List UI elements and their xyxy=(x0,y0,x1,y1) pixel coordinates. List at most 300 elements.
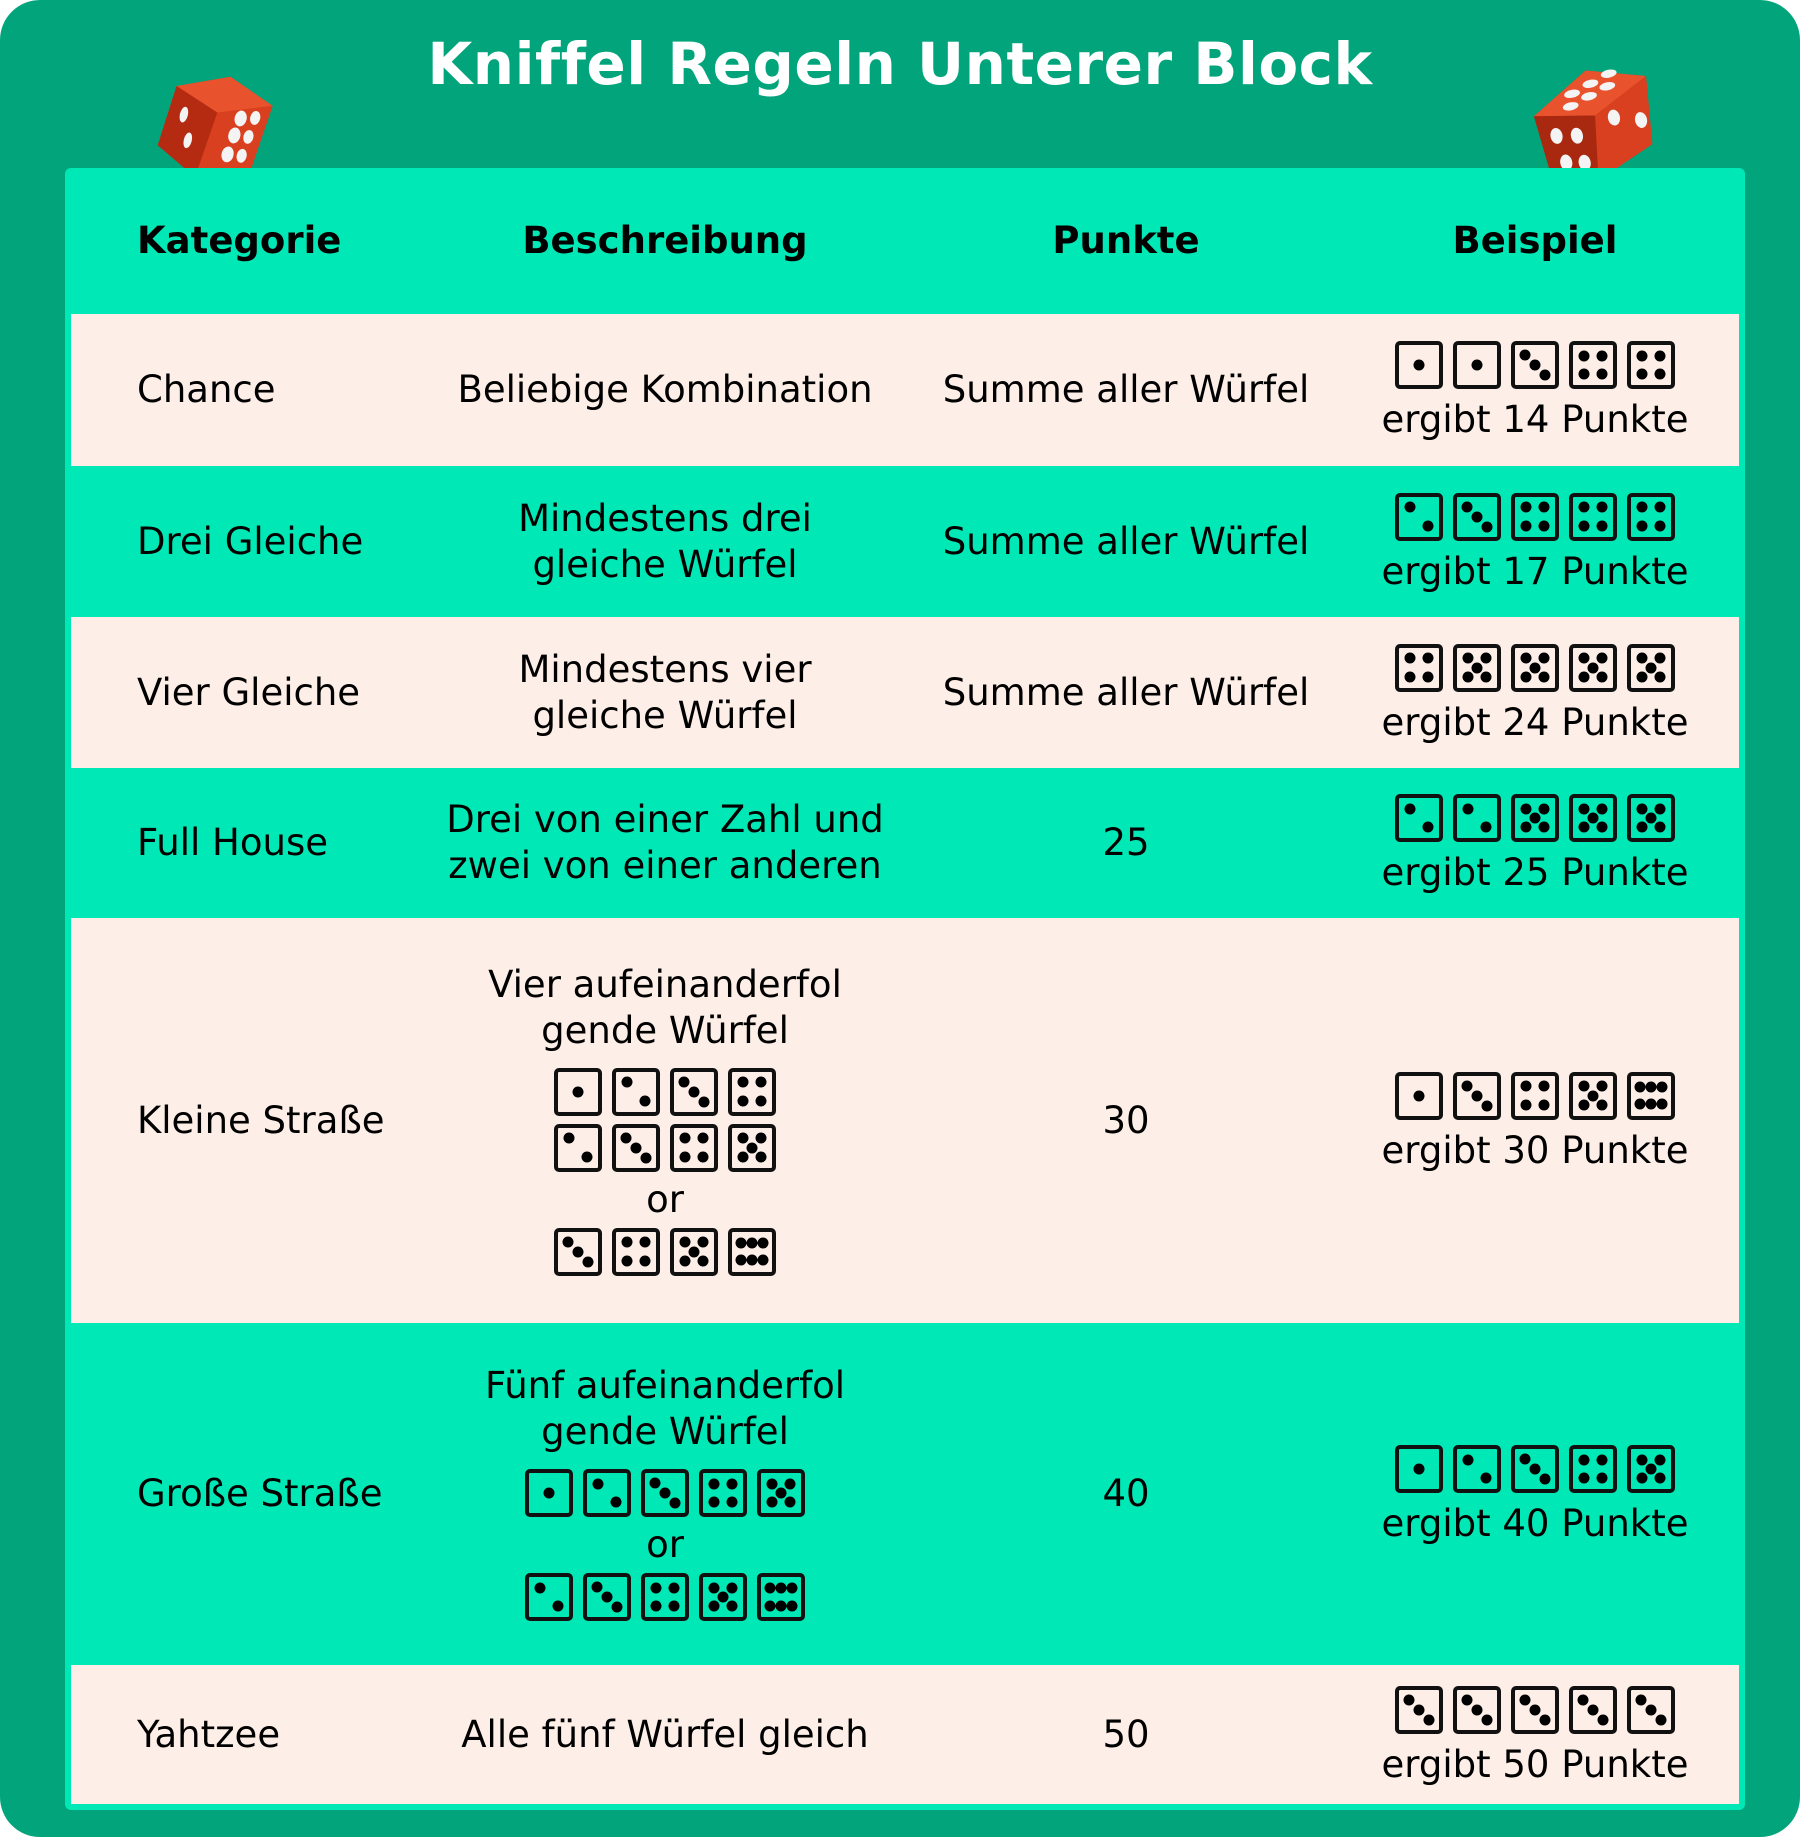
or-label: or xyxy=(646,1523,684,1566)
pip-icon xyxy=(1636,369,1647,380)
die-face-5-icon xyxy=(1569,1072,1617,1120)
pip-icon xyxy=(1578,520,1589,531)
pip-icon xyxy=(1540,370,1551,381)
header-punkte: Punkte xyxy=(1052,219,1200,262)
die-face-6-icon xyxy=(1627,1072,1675,1120)
pip-icon xyxy=(776,1600,787,1611)
pip-icon xyxy=(747,1237,758,1248)
die-face-5-icon xyxy=(1569,644,1617,692)
pip-icon xyxy=(670,1498,681,1509)
pip-icon xyxy=(1539,803,1550,814)
pip-icon xyxy=(1462,1694,1473,1705)
beschreibung-cell xyxy=(435,466,895,617)
pip-icon xyxy=(612,1602,623,1613)
pip-icon xyxy=(679,1255,690,1266)
pip-icon xyxy=(1588,1704,1599,1715)
die-face-3-icon xyxy=(1453,493,1501,541)
pip-icon xyxy=(708,1478,719,1489)
pip-icon xyxy=(621,1237,632,1248)
kategorie-cell xyxy=(137,768,437,918)
pip-icon xyxy=(592,1478,603,1489)
kategorie-label: Vier Gleiche xyxy=(137,670,361,714)
die-face-2-icon xyxy=(612,1068,660,1116)
pip-icon xyxy=(766,1478,777,1489)
beschreibung-cell xyxy=(435,1665,895,1804)
beschreibung-cell xyxy=(435,1323,895,1665)
pip-icon xyxy=(756,1151,767,1162)
sequence-dice-row xyxy=(554,1228,776,1276)
pip-icon xyxy=(650,1601,661,1612)
rules-table xyxy=(65,168,1745,1810)
punkte-value: Summe aller Würfel xyxy=(942,519,1310,563)
pip-icon xyxy=(785,1478,796,1489)
die-face-2-icon xyxy=(554,1124,602,1172)
pip-icon xyxy=(1404,502,1415,513)
pip-icon xyxy=(669,1582,680,1593)
pip-icon xyxy=(737,1095,748,1106)
table-row xyxy=(71,1665,1739,1804)
pip-icon xyxy=(1539,1081,1550,1092)
pip-icon xyxy=(785,1497,796,1508)
pip-icon xyxy=(1520,653,1531,664)
beispiel-cell xyxy=(1331,1323,1739,1665)
pip-icon xyxy=(1655,653,1666,664)
pip-icon xyxy=(699,1096,710,1107)
pip-icon xyxy=(764,1583,775,1594)
die-face-4-icon xyxy=(1627,493,1675,541)
pip-icon xyxy=(737,1077,748,1088)
pip-icon xyxy=(1530,813,1541,824)
die-face-3-icon xyxy=(641,1469,689,1517)
beispiel-cell xyxy=(1331,1665,1739,1804)
pip-icon xyxy=(1578,502,1589,513)
pip-icon xyxy=(1597,1454,1608,1465)
beschreibung-text: gende Würfel xyxy=(541,1008,789,1052)
pip-icon xyxy=(1423,653,1434,664)
die-face-5-icon xyxy=(757,1469,805,1517)
punkte-cell xyxy=(931,617,1321,768)
pip-icon xyxy=(1404,803,1415,814)
pip-icon xyxy=(1578,369,1589,380)
die-face-3-icon xyxy=(670,1068,718,1116)
pip-icon xyxy=(1655,1454,1666,1465)
beschreibung-text: gende Würfel xyxy=(541,1410,789,1453)
pip-icon xyxy=(1597,653,1608,664)
table-row xyxy=(71,918,1739,1323)
pip-icon xyxy=(1414,1090,1425,1101)
pip-icon xyxy=(727,1582,738,1593)
pip-icon xyxy=(1578,822,1589,833)
punkte-value: 30 xyxy=(1102,1098,1150,1142)
die-face-5-icon xyxy=(670,1228,718,1276)
pip-icon xyxy=(727,1497,738,1508)
pip-icon xyxy=(737,1133,748,1144)
die-face-3-icon xyxy=(1569,1686,1617,1734)
pip-icon xyxy=(650,1478,661,1489)
pip-icon xyxy=(1588,813,1599,824)
pip-icon xyxy=(689,1086,700,1097)
pip-icon xyxy=(1646,1081,1657,1092)
beispiel-text: ergibt 14 Punkte xyxy=(1381,398,1689,441)
pip-icon xyxy=(1655,671,1666,682)
die-face-4-icon xyxy=(1627,341,1675,389)
die-face-4-icon xyxy=(1569,493,1617,541)
pip-icon xyxy=(708,1601,719,1612)
die-face-3-icon xyxy=(1395,1686,1443,1734)
die-face-1-icon xyxy=(1453,341,1501,389)
die-face-4-icon xyxy=(1395,644,1443,692)
table-row xyxy=(71,1323,1739,1665)
die-face-5-icon xyxy=(1627,1445,1675,1493)
kategorie-cell xyxy=(137,918,437,1323)
pip-icon xyxy=(1530,662,1541,673)
die-face-3-icon xyxy=(554,1228,602,1276)
pip-icon xyxy=(1656,1714,1667,1725)
pip-icon xyxy=(1597,1473,1608,1484)
pip-icon xyxy=(756,1133,767,1144)
pip-icon xyxy=(1646,1099,1657,1110)
pip-icon xyxy=(747,1255,758,1266)
pip-icon xyxy=(1636,502,1647,513)
pip-icon xyxy=(1578,350,1589,361)
die-face-1-icon xyxy=(1395,1072,1443,1120)
pip-icon xyxy=(1646,1704,1657,1715)
pip-icon xyxy=(698,1255,709,1266)
table-row xyxy=(71,314,1739,466)
pip-icon xyxy=(1636,653,1647,664)
pip-icon xyxy=(1636,803,1647,814)
beschreibung-text: Drei von einer Zahl und xyxy=(446,798,884,841)
kategorie-label: Yahtzee xyxy=(137,1712,281,1756)
pip-icon xyxy=(679,1076,690,1087)
pip-icon xyxy=(787,1600,798,1611)
die-face-2-icon xyxy=(583,1469,631,1517)
pip-icon xyxy=(1636,1454,1647,1465)
pip-icon xyxy=(1414,1704,1425,1715)
pip-icon xyxy=(1540,1474,1551,1485)
pip-icon xyxy=(1520,350,1531,361)
pip-icon xyxy=(1597,520,1608,531)
die-face-5-icon xyxy=(699,1573,747,1621)
pip-icon xyxy=(1423,822,1434,833)
example-dice-row xyxy=(1395,1072,1675,1120)
pip-icon xyxy=(1597,822,1608,833)
pip-icon xyxy=(1657,1081,1668,1092)
pip-icon xyxy=(1646,662,1657,673)
pip-icon xyxy=(1597,671,1608,682)
pip-icon xyxy=(1520,1454,1531,1465)
pip-icon xyxy=(1578,1081,1589,1092)
punkte-cell xyxy=(931,314,1321,466)
pip-icon xyxy=(1655,1473,1666,1484)
beispiel-text: ergibt 25 Punkte xyxy=(1381,851,1689,894)
pip-icon xyxy=(1472,1704,1483,1715)
pip-icon xyxy=(1636,1473,1647,1484)
pip-icon xyxy=(1462,671,1473,682)
beschreibung-text: gleiche Würfel xyxy=(532,542,798,586)
kategorie-label: Full House xyxy=(137,821,328,864)
pip-icon xyxy=(640,1095,651,1106)
pip-icon xyxy=(1655,520,1666,531)
die-face-3-icon xyxy=(1511,341,1559,389)
pip-icon xyxy=(573,1246,584,1257)
pip-icon xyxy=(582,1151,593,1162)
beispiel-cell xyxy=(1331,314,1739,466)
die-face-4-icon xyxy=(641,1573,689,1621)
pip-icon xyxy=(1530,1704,1541,1715)
pip-icon xyxy=(1539,1099,1550,1110)
beispiel-text: ergibt 30 Punkte xyxy=(1381,1128,1689,1172)
pip-icon xyxy=(1520,1694,1531,1705)
pip-icon xyxy=(1597,803,1608,814)
pip-icon xyxy=(583,1256,594,1267)
sequence-dice-row xyxy=(525,1469,805,1517)
pip-icon xyxy=(640,1237,651,1248)
die-face-5-icon xyxy=(728,1124,776,1172)
die-face-4-icon xyxy=(699,1469,747,1517)
pip-icon xyxy=(1482,1714,1493,1725)
pip-icon xyxy=(1520,671,1531,682)
or-label: or xyxy=(646,1177,684,1221)
punkte-value: 25 xyxy=(1102,821,1150,864)
pip-icon xyxy=(1423,671,1434,682)
pip-icon xyxy=(1481,671,1492,682)
pip-icon xyxy=(1598,1714,1609,1725)
die-face-4-icon xyxy=(1569,1445,1617,1493)
die-face-3-icon xyxy=(1511,1445,1559,1493)
pip-icon xyxy=(764,1600,775,1611)
pip-icon xyxy=(669,1601,680,1612)
pip-icon xyxy=(1462,653,1473,664)
kategorie-cell xyxy=(137,314,437,466)
pip-icon xyxy=(1404,671,1415,682)
sequence-dice-row xyxy=(554,1068,776,1116)
table-header-row xyxy=(71,168,1739,314)
punkte-value: 50 xyxy=(1102,1712,1150,1756)
pip-icon xyxy=(1636,671,1647,682)
pip-icon xyxy=(660,1488,671,1499)
pip-icon xyxy=(1588,1090,1599,1101)
pip-icon xyxy=(563,1133,574,1144)
pip-icon xyxy=(1636,822,1647,833)
pip-icon xyxy=(689,1246,700,1257)
beispiel-text: ergibt 50 Punkte xyxy=(1381,1742,1689,1786)
die-face-6-icon xyxy=(728,1228,776,1276)
punkte-cell xyxy=(931,1665,1321,1804)
pip-icon xyxy=(1481,822,1492,833)
beschreibung-cell xyxy=(435,768,895,918)
pip-icon xyxy=(1636,1694,1647,1705)
die-face-3-icon xyxy=(612,1124,660,1172)
kategorie-label: Große Straße xyxy=(137,1472,383,1515)
pip-icon xyxy=(1472,360,1483,371)
pip-icon xyxy=(553,1601,564,1612)
pip-icon xyxy=(1540,1714,1551,1725)
die-face-4-icon xyxy=(728,1068,776,1116)
pip-icon xyxy=(1539,653,1550,664)
table-row xyxy=(71,466,1739,617)
beschreibung-cell xyxy=(435,314,895,466)
beschreibung-text: zwei von einer anderen xyxy=(448,844,882,887)
pip-icon xyxy=(1472,511,1483,522)
pip-icon xyxy=(698,1237,709,1248)
die-face-5-icon xyxy=(1453,644,1501,692)
pip-icon xyxy=(1414,1464,1425,1475)
pip-icon xyxy=(1634,1099,1645,1110)
pip-icon xyxy=(1539,520,1550,531)
pip-icon xyxy=(1481,1473,1492,1484)
beschreibung-cell xyxy=(435,918,895,1323)
pip-icon xyxy=(621,1132,632,1143)
pip-icon xyxy=(1578,671,1589,682)
beispiel-text: ergibt 17 Punkte xyxy=(1381,549,1689,593)
die-face-6-icon xyxy=(757,1573,805,1621)
die-face-3-icon xyxy=(583,1573,631,1621)
pip-icon xyxy=(718,1592,729,1603)
pip-icon xyxy=(621,1077,632,1088)
pip-icon xyxy=(1634,1081,1645,1092)
pip-icon xyxy=(1414,360,1425,371)
beschreibung-cell xyxy=(435,617,895,768)
punkte-cell xyxy=(931,466,1321,617)
pip-icon xyxy=(708,1582,719,1593)
beispiel-text: ergibt 24 Punkte xyxy=(1381,700,1689,744)
sequence-dice-row xyxy=(525,1573,805,1621)
pip-icon xyxy=(1578,1473,1589,1484)
die-face-3-icon xyxy=(1453,1686,1501,1734)
pip-icon xyxy=(1462,1080,1473,1091)
pip-icon xyxy=(1657,1099,1668,1110)
pip-icon xyxy=(1482,521,1493,532)
header-beschreibung: Beschreibung xyxy=(522,219,808,262)
die-face-4-icon xyxy=(1569,341,1617,389)
beschreibung-text: Beliebige Kombination xyxy=(457,368,873,411)
pip-icon xyxy=(708,1497,719,1508)
die-face-1-icon xyxy=(554,1068,602,1116)
example-dice-row xyxy=(1395,794,1675,842)
pip-icon xyxy=(747,1142,758,1153)
pip-icon xyxy=(776,1583,787,1594)
table-row xyxy=(71,617,1739,768)
pip-icon xyxy=(737,1151,748,1162)
example-dice-row xyxy=(1395,493,1675,541)
pip-icon xyxy=(766,1497,777,1508)
die-face-4-icon xyxy=(1511,493,1559,541)
die-face-1-icon xyxy=(525,1469,573,1517)
beispiel-cell xyxy=(1331,466,1739,617)
pip-icon xyxy=(1520,502,1531,513)
sequence-dice-row xyxy=(554,1124,776,1172)
pip-icon xyxy=(1578,1099,1589,1110)
pip-icon xyxy=(544,1488,555,1499)
pip-icon xyxy=(758,1237,769,1248)
pip-icon xyxy=(1655,350,1666,361)
beispiel-cell xyxy=(1331,617,1739,768)
pip-icon xyxy=(1597,1081,1608,1092)
pip-icon xyxy=(735,1237,746,1248)
pip-icon xyxy=(756,1077,767,1088)
kategorie-cell xyxy=(137,1665,437,1804)
die-face-4-icon xyxy=(670,1124,718,1172)
pip-icon xyxy=(1597,502,1608,513)
pip-icon xyxy=(1578,803,1589,814)
red-3d-die-icon xyxy=(1518,56,1668,184)
pip-icon xyxy=(1472,1090,1483,1101)
pip-icon xyxy=(1655,822,1666,833)
punkte-value: 40 xyxy=(1102,1472,1150,1515)
pip-icon xyxy=(1588,662,1599,673)
die-face-1-icon xyxy=(1395,341,1443,389)
pip-icon xyxy=(756,1095,767,1106)
pip-icon xyxy=(1462,501,1473,512)
pip-icon xyxy=(698,1151,709,1162)
pip-icon xyxy=(679,1151,690,1162)
pip-icon xyxy=(776,1488,787,1499)
punkte-cell xyxy=(931,1323,1321,1665)
pip-icon xyxy=(758,1255,769,1266)
die-face-3-icon xyxy=(1453,1072,1501,1120)
pip-icon xyxy=(1530,1464,1541,1475)
pip-icon xyxy=(1404,1694,1415,1705)
die-face-3-icon xyxy=(1511,1686,1559,1734)
example-dice-row xyxy=(1395,1686,1675,1734)
page-title: Kniffel Regeln Unterer Block xyxy=(427,30,1373,98)
pip-icon xyxy=(1462,1454,1473,1465)
pip-icon xyxy=(679,1237,690,1248)
pip-icon xyxy=(1424,1714,1435,1725)
pip-icon xyxy=(727,1478,738,1489)
kategorie-label: Kleine Straße xyxy=(137,1098,385,1142)
beschreibung-text: Mindestens vier xyxy=(518,647,812,691)
pip-icon xyxy=(573,1086,584,1097)
pip-icon xyxy=(621,1255,632,1266)
beispiel-text: ergibt 40 Punkte xyxy=(1381,1502,1689,1545)
die-face-5-icon xyxy=(1627,794,1675,842)
pip-icon xyxy=(1539,822,1550,833)
pip-icon xyxy=(787,1583,798,1594)
kategorie-cell xyxy=(137,617,437,768)
pip-icon xyxy=(1481,653,1492,664)
beschreibung-text: gleiche Würfel xyxy=(532,693,798,737)
beispiel-cell xyxy=(1331,768,1739,918)
pip-icon xyxy=(640,1255,651,1266)
die-face-5-icon xyxy=(1511,644,1559,692)
punkte-cell xyxy=(931,768,1321,918)
pip-icon xyxy=(1578,1454,1589,1465)
punkte-value: Summe aller Würfel xyxy=(942,368,1310,411)
header-beispiel: Beispiel xyxy=(1452,219,1618,262)
die-face-2-icon xyxy=(1453,794,1501,842)
beispiel-cell xyxy=(1331,918,1739,1323)
pip-icon xyxy=(698,1133,709,1144)
pip-icon xyxy=(1597,369,1608,380)
beschreibung-text: Fünf aufeinanderfol xyxy=(484,1364,846,1407)
kategorie-cell xyxy=(137,1323,437,1665)
pip-icon xyxy=(563,1236,574,1247)
die-face-2-icon xyxy=(525,1573,573,1621)
die-face-5-icon xyxy=(1627,644,1675,692)
pip-icon xyxy=(1462,803,1473,814)
beschreibung-text: Alle fünf Würfel gleich xyxy=(461,1712,869,1756)
pip-icon xyxy=(1597,350,1608,361)
example-dice-row xyxy=(1395,1445,1675,1493)
pip-icon xyxy=(602,1592,613,1603)
kategorie-label: Drei Gleiche xyxy=(137,519,364,563)
pip-icon xyxy=(650,1582,661,1593)
pip-icon xyxy=(1646,813,1657,824)
pip-icon xyxy=(1578,653,1589,664)
example-dice-row xyxy=(1395,341,1675,389)
